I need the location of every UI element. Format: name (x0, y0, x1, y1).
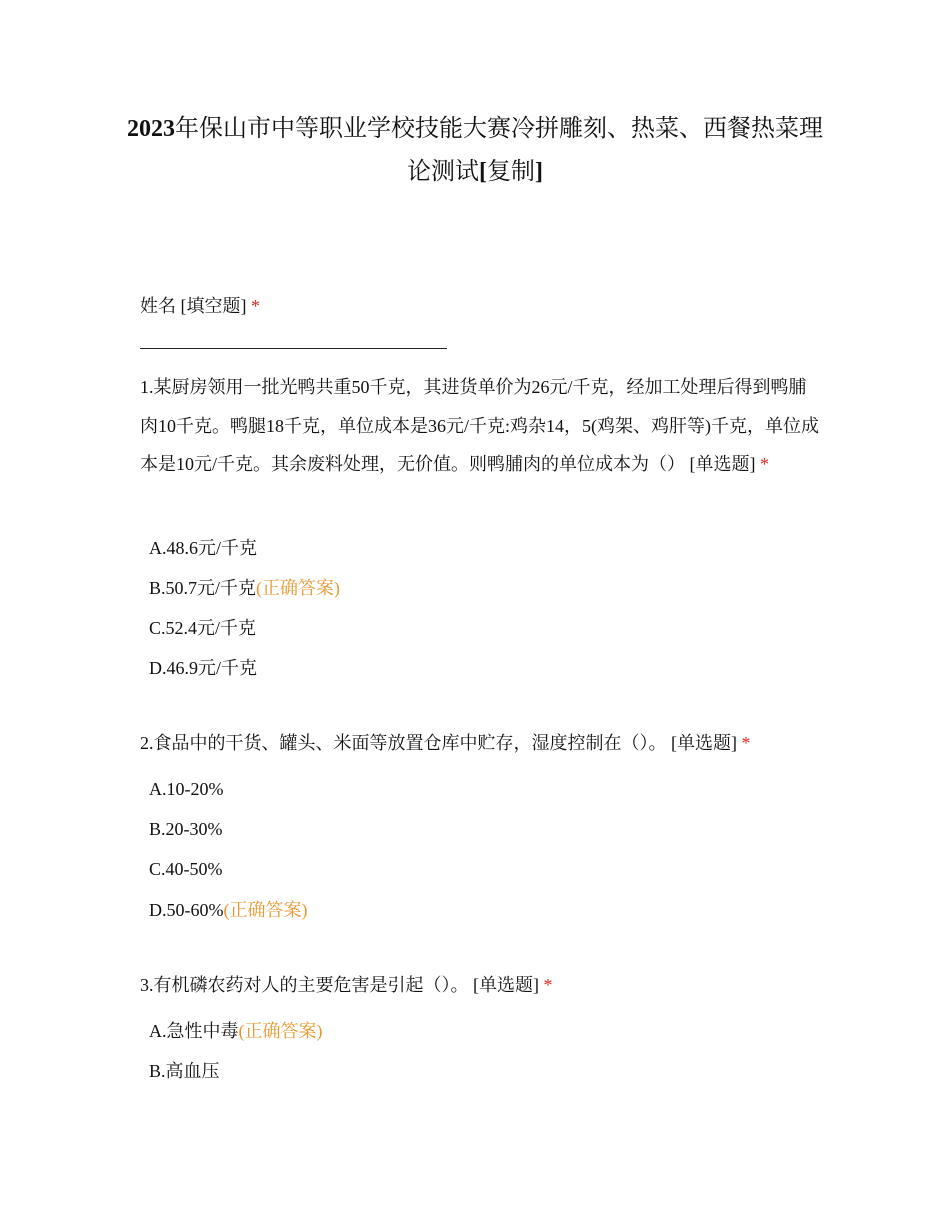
title-text: 年保山市中等职业学校技能大赛冷拼雕刻、热菜、西餐热菜理论测试 (175, 116, 823, 185)
option-label: B.50.7元/千克 (149, 578, 257, 598)
option-label: A.急性中毒 (149, 1021, 239, 1041)
correct-answer-tag: (正确答案) (223, 900, 308, 920)
required-mark: * (741, 733, 751, 753)
option-label: C.40-50% (149, 859, 223, 879)
title-year: 2023 (127, 116, 175, 142)
question-type: [单选题] (473, 975, 539, 995)
option[interactable] (149, 1018, 323, 1044)
option-label: A.10-20% (149, 779, 224, 799)
title-bracket-open: [ (479, 159, 487, 185)
question-text: 1.某厨房领用一批光鸭共重50千克，其进货单价为26元/千克，经加工处理后得到鸭脯肉10千克。鸭腿18千克，单位成本是36元/千克:鸡杂14，5(鸡架、鸡肝等)千克，单位成本是10元/千克。其余废料处理，无价值。则鸭脯肉的单位成本为（） (140, 377, 819, 474)
name-label: 姓名 (140, 296, 176, 316)
required-mark: * (543, 975, 553, 995)
question-1 (140, 368, 820, 484)
question-text: 3.有机磷农药对人的主要危害是引起（）。 (140, 975, 469, 995)
option[interactable] (149, 575, 340, 601)
question-type: [单选题] (689, 454, 756, 474)
required-mark: * (251, 296, 260, 316)
question-type: [填空题] (180, 296, 247, 316)
name-input-line[interactable] (140, 348, 447, 349)
question-3 (140, 966, 820, 1005)
correct-answer-tag: (正确答案) (238, 1021, 323, 1041)
option[interactable] (149, 897, 308, 923)
survey-title (120, 108, 830, 194)
option-label: A.48.6元/千克 (149, 538, 257, 558)
question-text: 2.食品中的干货、罐头、米面等放置仓库中贮存，湿度控制在（）。 (140, 733, 667, 753)
option-label: D.46.9元/千克 (149, 658, 257, 678)
option[interactable] (149, 615, 256, 641)
option-label: B.20-30% (149, 819, 223, 839)
option[interactable] (149, 535, 257, 561)
option[interactable] (149, 856, 223, 882)
correct-answer-tag: (正确答案) (256, 578, 341, 598)
question-2 (140, 724, 820, 763)
option[interactable] (149, 1058, 220, 1084)
question-type: [单选题] (671, 733, 737, 753)
option-label: D.50-60% (149, 900, 224, 920)
title-bracket-close: ] (535, 159, 543, 185)
title-copy-label: 复制 (487, 159, 535, 185)
option[interactable] (149, 655, 257, 681)
option-label: B.高血压 (149, 1061, 220, 1081)
name-question (140, 287, 820, 326)
option[interactable] (149, 816, 223, 842)
option-label: C.52.4元/千克 (149, 618, 257, 638)
required-mark: * (760, 454, 769, 474)
option[interactable] (149, 776, 224, 802)
